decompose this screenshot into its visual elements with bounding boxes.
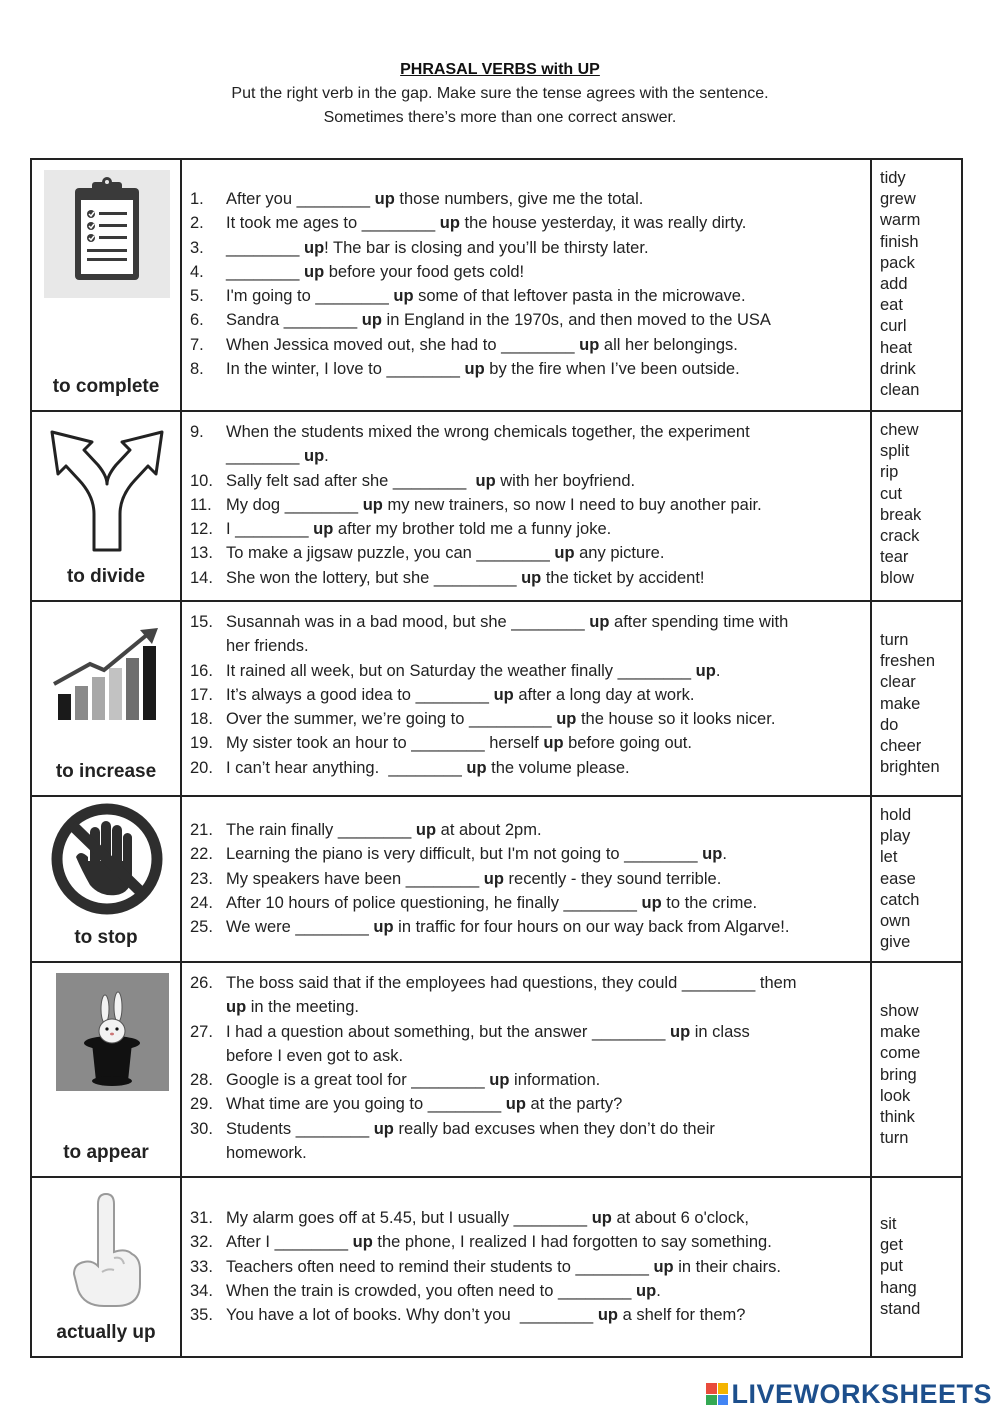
sentence-item [190,818,864,842]
sentence-number: 24. [190,893,213,912]
word-bank-cell [871,601,962,796]
rising-bar-chart-icon [44,624,170,724]
sentences-cell [181,159,871,411]
rabbit-in-hat-icon [56,973,169,1091]
category-label: to appear [63,1142,149,1163]
section-row [31,159,962,411]
category-label: to stop [74,927,138,948]
word-bank-item: split [880,442,910,461]
sentence-number: 2. [190,214,204,233]
word-bank-item: break [880,505,922,524]
word-bank-item: eat [880,296,903,315]
sentence-text: I can’t hear anything. ________ up the volume please. [226,758,630,777]
section-row [31,962,962,1177]
word-bank [880,610,961,778]
word-bank-item: give [880,933,911,952]
sentence-text: I had a question about something, but the answer ________ up in class before I even got to ask. [226,1022,750,1065]
word-bank-item: turn [880,1129,909,1148]
word-bank-item: clean [880,381,920,400]
sentence-item [190,1206,864,1230]
category-cell [31,962,181,1177]
word-bank-item: own [880,912,911,931]
word-bank-item: come [880,1044,921,1063]
sentence-number: 25. [190,918,213,937]
word-bank-item: look [880,1086,911,1105]
sentence-item [190,610,864,659]
sentence-text: Susannah was in a bad mood, but she ________ up after spending time with her friends. [226,613,789,656]
sentence-text: When Jessica moved out, she had to ________ up all her belongings. [226,335,738,354]
sentence-number: 11. [190,495,212,514]
sentence-number: 3. [190,238,204,257]
sentence-number: 19. [190,734,213,753]
sentence-number: 26. [190,974,213,992]
sentence-number: 14. [190,568,213,587]
sentences-cell [181,796,871,962]
sentence-list [190,168,864,381]
word-bank-item: make [880,1023,921,1042]
word-bank-cell [871,159,962,411]
sentence-item [190,842,864,866]
category-cell [31,601,181,796]
word-bank [880,420,961,590]
sentence-item [190,915,864,939]
sentence-text: ________ up before your food gets cold! [226,262,525,281]
sentence-text: It rained all week, but on Saturday the weather finally ________ up. [226,661,721,680]
sentence-number: 27. [190,1022,213,1041]
sentence-item [190,420,864,469]
sentence-item [190,236,864,260]
sentence-text: She won the lottery, but she _________ up the ticket by accident! [226,568,705,587]
sentence-item [190,867,864,891]
word-bank-item: play [880,827,911,846]
word-bank-item: put [880,1257,903,1276]
sentence-number: 32. [190,1233,213,1252]
word-bank-item: tidy [880,169,906,187]
word-bank-item: clear [880,673,916,692]
sentences-cell [181,1177,871,1357]
category-label: actually up [56,1322,156,1343]
word-bank-item: hold [880,806,912,824]
word-bank-item: blow [880,569,914,588]
word-bank-item: stand [880,1299,921,1318]
sentence-item [190,659,864,683]
sentence-list [190,420,864,590]
word-bank-item: warm [880,211,921,230]
sentence-item [190,756,864,780]
sentence-number: 9. [190,423,204,441]
liveworksheets-logo [706,1379,992,1409]
sentence-text: My dog ________ up my new trainers, so now I need to buy another pair. [226,495,762,514]
sentence-number: 7. [190,335,204,354]
sentence-list [190,805,864,939]
sentence-text: ________ up! The bar is closing and you’ll be thirsty later. [226,238,649,257]
sentence-item [190,1279,864,1303]
section-row [31,601,962,796]
word-bank-item: finish [880,232,919,251]
category-label: to divide [66,566,146,587]
sentence-number: 17. [190,685,213,704]
sentence-text: You have a lot of books. Why don’t you ________ up a shelf for them? [226,1306,746,1325]
sentence-text: Teachers often need to remind their students to ________ up in their chairs. [226,1257,781,1276]
word-bank-cell [871,962,962,1177]
worksheet-header [0,58,1000,130]
instruction-line-2: Sometimes there’s more than one correct answer. [323,109,677,126]
sentence-text: Students ________ up really bad excuses when they don’t do their homework. [226,1119,715,1163]
sentence-item [190,308,864,332]
sentence-item [190,541,864,565]
sentence-text: When the students mixed the wrong chemicals together, the experiment ________ up. [226,423,750,466]
page-title: PHRASAL VERBS with UP [400,61,600,78]
sentence-list [190,1186,864,1327]
sentence-text: After you ________ up those numbers, give me the total. [226,190,644,208]
word-bank-item: let [880,848,898,867]
word-bank-item: get [880,1236,903,1255]
sentence-text: My sister took an hour to ________ herself up before going out. [226,734,692,753]
word-bank-item: crack [880,527,920,546]
sentence-item [190,683,864,707]
word-bank-item: chew [880,421,919,439]
sentence-item [190,1230,864,1254]
word-bank [880,1186,961,1320]
sentence-number: 16. [190,661,213,680]
word-bank-item: think [880,1108,915,1127]
word-bank-item: catch [880,890,920,909]
sentence-text: Sandra ________ up in England in the 1970s, and then moved to the USA [226,311,771,330]
word-bank-item: hang [880,1278,917,1297]
sentence-text: Sally felt sad after she ________ up with her boyfriend. [226,471,636,490]
sentence-number: 30. [190,1119,213,1138]
sentence-text: It took me ages to ________ up the house yesterday, it was really dirty. [226,214,747,233]
word-bank-item: do [880,715,899,734]
word-bank [880,971,961,1149]
category-cell [31,1177,181,1357]
sentence-text: My speakers have been ________ up recently - they sound terrible. [226,869,722,888]
sentence-item [190,333,864,357]
sentence-number: 35. [190,1306,213,1325]
sentence-number: 1. [190,190,204,208]
word-bank-item: freshen [880,652,936,671]
sentence-item [190,566,864,590]
section-row [31,796,962,962]
sentence-item [190,260,864,284]
category-cell [31,159,181,411]
category-label: to increase [55,761,157,782]
sentence-number: 18. [190,710,213,729]
word-bank-item: brighten [880,758,940,777]
sentence-text: When the train is crowded, you often need to ________ up. [226,1281,661,1300]
word-bank-item: sit [880,1215,897,1233]
brand-name: LIVEWORKSHEETS [731,1378,992,1409]
sentence-number: 21. [190,821,213,839]
sentence-item [190,469,864,493]
sentence-list [190,971,864,1165]
sentence-text: Learning the piano is very difficult, but I'm not going to ________ up. [226,845,727,864]
sentence-item [190,187,864,211]
pointing-up-hand-icon [44,1192,170,1310]
word-bank-item: grew [880,190,916,209]
sentence-item [190,357,864,381]
sentence-number: 20. [190,758,213,777]
section-row [31,411,962,601]
word-bank-item: pack [880,253,915,272]
word-bank-item: rip [880,463,899,482]
word-bank-cell [871,411,962,601]
sentence-text: It’s always a good idea to ________ up after a long day at work. [226,685,695,704]
sentence-item [190,1092,864,1116]
sentence-item [190,284,864,308]
word-bank-item: heat [880,338,913,357]
sentence-text: After 10 hours of police questioning, he finally ________ up to the crime. [226,893,758,912]
category-cell [31,796,181,962]
sentence-item [190,971,864,1020]
sentence-number: 4. [190,262,204,281]
word-bank-item: tear [880,548,909,567]
sentence-number: 8. [190,360,204,379]
word-bank-item: bring [880,1065,917,1084]
split-arrows-icon [44,422,170,562]
sentence-item [190,1303,864,1327]
sentence-number: 31. [190,1209,213,1227]
sentences-cell [181,601,871,796]
word-bank [880,168,961,401]
sentence-text: My alarm goes off at 5.45, but I usually ________ up at about 6 o'clock, [226,1209,749,1227]
word-bank-item: ease [880,869,916,888]
sentence-text: We were ________ up in traffic for four hours on our way back from Algarve!. [226,918,790,937]
sentence-text: In the winter, I love to ________ up by the fire when I’ve been outside. [226,360,740,379]
sentence-number: 12. [190,520,213,539]
sentence-text: After I ________ up the phone, I realized I had forgotten to say something. [226,1233,772,1252]
category-cell [31,411,181,601]
sentence-item [190,1068,864,1092]
sentences-cell [181,411,871,601]
sentence-number: 29. [190,1095,213,1114]
section-row [31,1177,962,1357]
sentence-number: 28. [190,1071,213,1090]
sentence-number: 6. [190,311,204,330]
sentence-list [190,610,864,780]
sentence-item [190,1255,864,1279]
sentence-number: 22. [190,845,213,864]
sentence-item [190,1020,864,1069]
sentence-item [190,1117,864,1166]
sentence-number: 34. [190,1281,213,1300]
sentence-number: 13. [190,544,213,563]
word-bank-item: drink [880,359,916,378]
stop-hand-icon [44,801,170,919]
sentence-text: I'm going to ________ up some of that leftover pasta in the microwave. [226,287,746,306]
word-bank-cell [871,1177,962,1357]
sentence-item [190,731,864,755]
word-bank-cell [871,796,962,962]
sentence-number: 23. [190,869,213,888]
category-label: to complete [52,376,160,397]
sentence-number: 10. [190,471,213,490]
sentence-item [190,211,864,235]
logo-mark-icon [706,1383,728,1405]
clipboard-checklist-icon [44,170,170,298]
word-bank-item: curl [880,317,907,336]
sentence-item [190,517,864,541]
word-bank-item: make [880,694,921,713]
instruction-line-1: Put the right verb in the gap. Make sure the tense agrees with the sentence. [231,85,769,102]
word-bank-item: cheer [880,737,922,756]
sentence-text: To make a jigsaw puzzle, you can ________ up any picture. [226,544,665,563]
sentence-item [190,493,864,517]
sentence-number: 15. [190,613,213,631]
sentence-text: What time are you going to ________ up at the party? [226,1095,623,1114]
word-bank-item: turn [880,631,909,649]
sentence-number: 33. [190,1257,213,1276]
sentence-text: The rain finally ________ up at about 2pm. [226,821,542,839]
sentences-cell [181,962,871,1177]
word-bank-item: cut [880,484,903,503]
sentence-text: Over the summer, we’re going to _________ up the house so it looks nicer. [226,710,776,729]
sentence-text: I ________ up after my brother told me a funny joke. [226,520,612,539]
word-bank [880,805,961,953]
sentence-text: Google is a great tool for ________ up information. [226,1071,601,1090]
word-bank-item: show [880,1002,919,1020]
worksheet-table [30,158,963,1358]
sentence-text: The boss said that if the employees had questions, they could ________ them up in the meeting. [226,974,797,1017]
word-bank-item: add [880,275,908,294]
sentence-number: 5. [190,287,204,306]
sentence-item [190,891,864,915]
sentence-item [190,707,864,731]
